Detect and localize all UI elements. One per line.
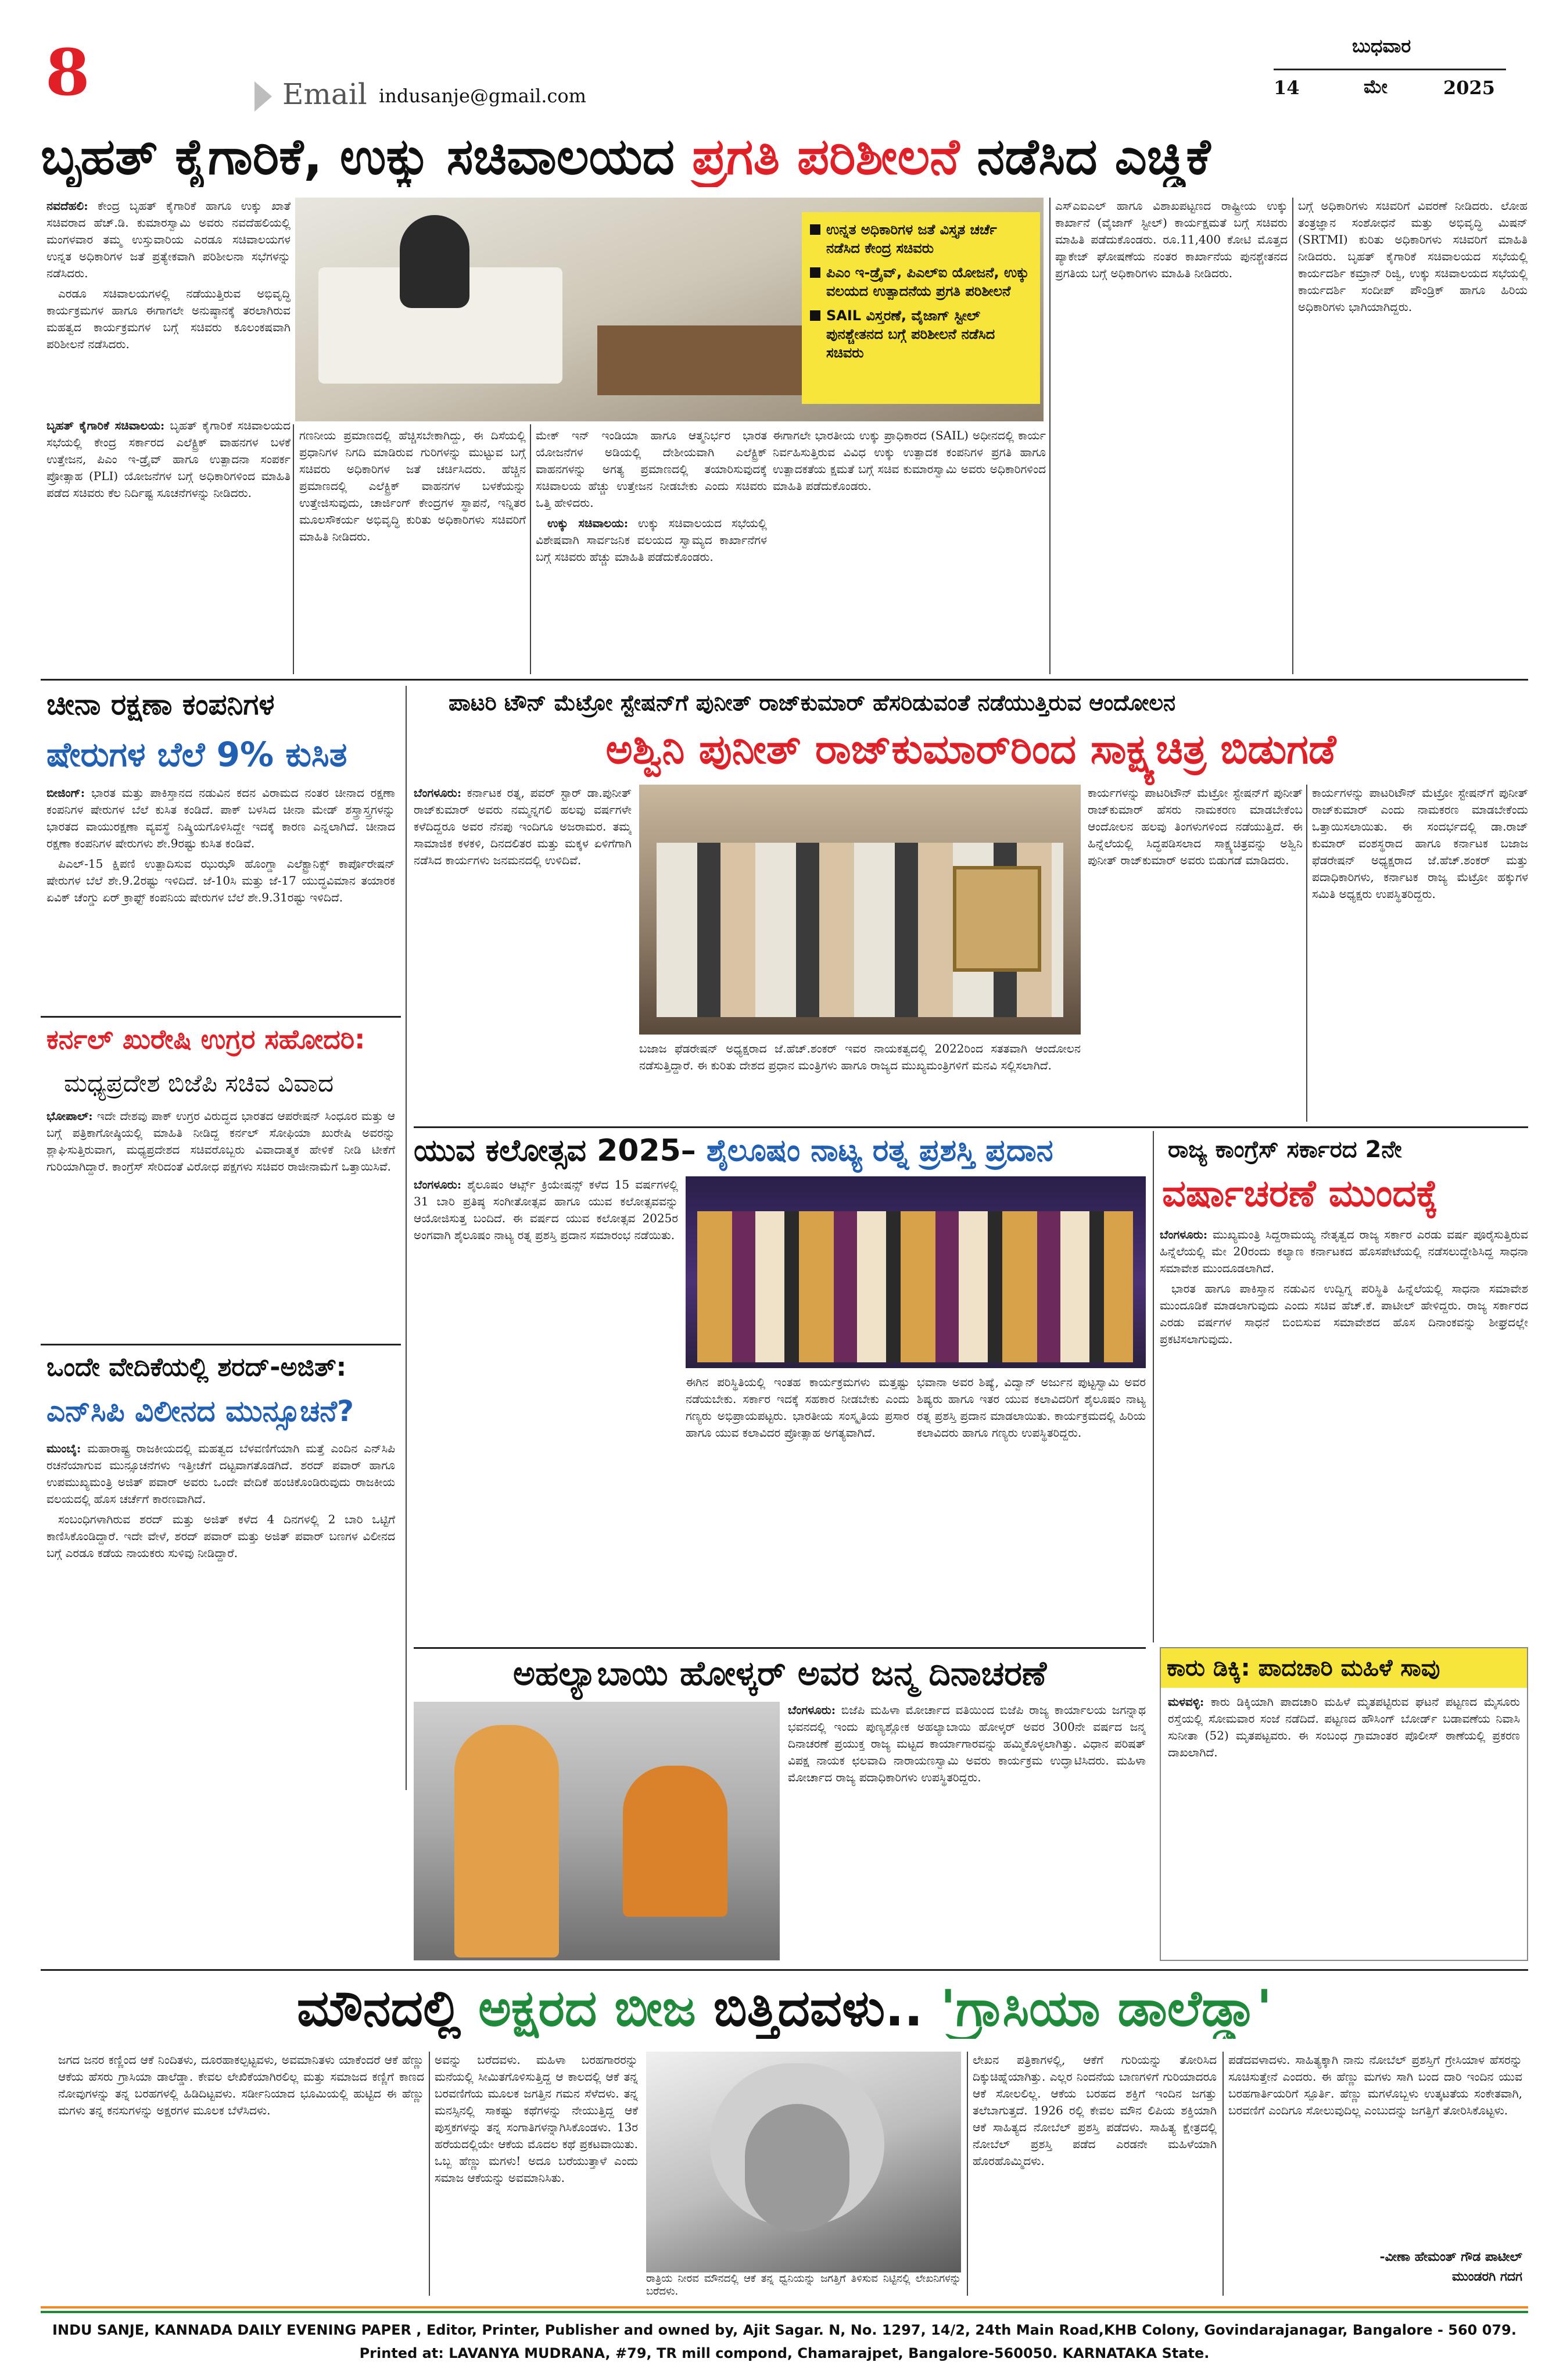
congress-kicker: ರಾಜ್ಯ ಕಾಂಗ್ರೆಸ್ ಸರ್ಕಾರದ 2ನೇ	[1168, 1136, 1402, 1163]
gracia-col3-text: ಲೇಖನ ಪತ್ರಿಕಾಗಳಲ್ಲಿ, ಆಕೆಗೆ ಗುರಿಯನ್ನು ತೋರಿಸಿದ ದಿಕ್ಕುಚಿಹ್ನೆಯಾಗಿತ್ತು. ಎಲ್ಲರ ನಿಂದನೆಯ ಬಾಣಗಳಿಗೆ ಗುರಿಯಾದರೂ ಆಕೆ ಸೋಲಲಿಲ್ಲ. ಆಕೆಯ ಬರಹದ ಶಕ್ತಿಗೆ ಇಂದಿನ ಜಗತ್ತು ತಲೆಬಾಗುತ್ತದೆ. 1926 ರಲ್ಲಿ ಕೇವಲ ಮೌನ ಲಿಪಿಯ ಶಕ್ತಿಯಾಗಿ ಆಕೆ ಸಾಹಿತ್ಯದ ನೋಬೆಲ್ ಪ್ರಶಸ್ತಿ ಪಡೆದಳು. ಸಾಹಿತ್ಯ ಕ್ಷೇತ್ರದಲ್ಲಿ ನೋಬೆಲ್ ಪ್ರಶಸ್ತಿ ಪಡೆದ ಎರಡನೇ ಮಹಿಳೆಯಾಗಿ ಹೊರಹೊಮ್ಮಿದಳು.	[973, 2053, 1217, 2168]
highlight-bullet: ಉನ್ನತ ಅಧಿಕಾರಿಗಳ ಜತೆ ವಿಸ್ತೃತ ಚರ್ಚೆ ನಡೆಸಿದ ಕೇಂದ್ರ ಸಚಿವರು	[810, 220, 1032, 257]
yuva-photo	[686, 1176, 1146, 1368]
dateline: ಬೆಂಗಳೂರು:	[414, 786, 462, 800]
yuva-headline-black: ಯುವ ಕಲೋತ್ಸವ 2025–	[414, 1133, 696, 1168]
yuva-col1-text: ಶೈಲೂಷಂ ಆರ್ಟ್ಸ್ ಕ್ರಿಯೇಷನ್ಸ್ ಕಳೆದ 15 ವರ್ಷಗಳಲ್ಲಿ 31 ಬಾರಿ ಪ್ರತಿಷ್ಠ ಸಂಗೀತೋತ್ಸವ ಹಾಗೂ ಯುವ ಕಲೋತ್ಸವವನ್ನು ಆಯೋಜಿಸುತ್ತ ಬಂದಿದೆ. ಈ ವರ್ಷದ ಯುವ ಕಲೋತ್ಸವ 2025ರ ಅಂಗವಾಗಿ ಶೈಲೂಷಂ ನಾಟ್ಯ ರತ್ನ ಪ್ರಶಸ್ತಿ ಪ್ರದಾನ ಸಮಾರಂಭ ನಡೆಯಿತು.	[414, 1178, 678, 1242]
ahalya-text: ಬಿಜೆಪಿ ಮಹಿಳಾ ಮೋರ್ಚಾದ ವತಿಯಿಂದ ಬಿಜೆಪಿ ರಾಜ್ಯ ಕಾರ್ಯಾಲಯ ಜಗನ್ನಾಥ ಭವನದಲ್ಲಿ ಇಂದು ಪುಣ್ಯಶ್ಲೋಕ ಅಹಲ್ಯಾಬಾಯಿ ಹೋಳ್ಕರ್ ಅವರ 300ನೇ ವರ್ಷದ ಜನ್ಮ ದಿನಾಚರಣೆ ಪ್ರಯುಕ್ತ ರಾಜ್ಯ ಮಟ್ಟದ ಕಾರ್ಯಾಗಾರವನ್ನು ಹಮ್ಮಿಕೊಳ್ಳಲಾಗಿತ್ತು. ವಿಧಾನ ಪರಿಷತ್ ವಿಪಕ್ಷ ನಾಯಕ ಛಲವಾದಿ ನಾರಾಯಣಸ್ವಾಮಿ ಅವರು ಕಾರ್ಯಕ್ರಮ ಉದ್ಘಾಟಿಸಿದರು. ಮಹಿಳಾ ಮೋರ್ಚಾದ ರಾಜ್ಯ ಪದಾಧಿಕಾರಿಗಳು ಉಪಸ್ಥಿತರಿದ್ದರು.	[788, 1703, 1146, 1784]
photo-person	[454, 1725, 559, 1957]
china-body	[46, 785, 395, 1011]
footer-line2: Printed at: LAVANYA MUDRANA, #79, TR mill compond, Chamarajpet, Bangalore-560050. KARNATAKA State.	[359, 2345, 1210, 2361]
weekday: ಬುಧವಾರ	[1352, 35, 1411, 57]
ashwini-col1b	[414, 1040, 632, 1122]
gracia-col4-text: ಪಡೆದವಳಾದಳು. ಸಾಹಿತ್ಯಕ್ಕಾಗಿ ನಾನು ನೋಬೆಲ್ ಪ್ರಶಸ್ತಿಗೆ ಗ್ರೇಸಿಯಾಳ ಹೆಸರನ್ನು ಸೂಚಿಸುತ್ತೇನೆ ಎಂದರು. ಈ ಹೆಣ್ಣು ಮಗಳು ಸಾಗಿ ಬಂದ ದಾರಿ ಇಂದಿನ ಯುವ ಬರಹಗಾರ್ತಿಯರಿಗೆ ಸ್ಪೂರ್ತಿ. ಹೆಣ್ಣು ಮಗಳೊಬ್ಬಳು ಉತ್ಕಟತೆಯ ಸಂಕೇತವಾಗಿ, ಬರವಣಿಗೆ ಎಂದಿಗೂ ಸೋಲುವುದಿಲ್ಲ ಎಂಬುದನ್ನು ಜಗತ್ತಿಗೆ ತೋರಿಸಿಕೊಟ್ಟಳು.	[1228, 2053, 1522, 2117]
ashwini-caption	[639, 1040, 1081, 1122]
email-address: indusanje@gmail.com	[379, 85, 586, 107]
story1-col1-text2: ಎರಡೂ ಸಚಿವಾಲಯಗಳಲ್ಲಿ ನಡೆಯುತ್ತಿರುವ ಅಭಿವೃದ್ಧಿ ಕಾರ್ಯಕ್ರಮಗಳ ಹಾಗೂ ಈಗಾಗಲೇ ಅನುಷ್ಠಾನಕ್ಕೆ ತರಲಾಗಿರುವ ಮಹತ್ವದ ಕಾರ್ಯಕ್ರಮಗಳ ಬಗ್ಗೆ ಸಚಿವರು ಕೂಲಂಕಷವಾಗಿ ಪರಿಶೀಲನೆ ನಡೆಸಿದರು.	[46, 287, 291, 351]
dateline: ಮುಂಬೈ:	[46, 1441, 81, 1455]
gracia-headline	[46, 1978, 1522, 2039]
dateline: ಮಳವಳ್ಳಿ:	[1168, 1695, 1204, 1709]
china-kicker: ಚೀನಾ ರಕ್ಷಣಾ ಕಂಪನಿಗಳ	[46, 688, 275, 721]
dateline: ಬೆಂಗಳೂರು:	[1160, 1227, 1208, 1241]
gracia-col2	[435, 2052, 638, 2296]
date-day: 14	[1274, 77, 1300, 99]
sharad-kicker: ಒಂದೇ ವೇದಿಕೆಯಲ್ಲಿ ಶರದ್-ಅಜಿತ್:	[46, 1352, 347, 1382]
date-month: ಮೇ	[1364, 76, 1388, 98]
page-number: 8	[45, 35, 90, 110]
story1-col4	[773, 427, 1046, 668]
ashwini-headline: ಅಶ್ವಿನಿ ಪುನೀತ್ ರಾಜ್‌ಕುಮಾರ್‌ರಿಂದ ಸಾಕ್ಷ್ಯಚಿತ್ರ ಬಿಡುಗಡೆ	[605, 725, 1336, 773]
story1-highlights-box	[802, 212, 1040, 404]
story1-col3	[536, 427, 767, 668]
gracia-caption	[646, 2272, 961, 2299]
dateline: ಭೋಪಾಲ್:	[46, 1109, 93, 1123]
accident-body	[1161, 1688, 1527, 1961]
yuva-col2	[686, 1374, 909, 1647]
footer-tricolor	[41, 2306, 1528, 2313]
gracia-headline-green2: ಬೀಜ	[614, 1980, 696, 2038]
congress-body	[1160, 1226, 1528, 1633]
highlight-bullet: SAIL ವಿಸ್ತರಣೆ, ವೈಜಾಗ್ ಸ್ಟೀಲ್ ಪುನಶ್ಚೇತನದ ಬಗ್ಗೆ ಪರಿಶೀಲನೆ ನಡೆಸಿದ ಸಚಿವರು	[810, 306, 1032, 362]
accident-headline-bar	[1161, 1648, 1527, 1688]
karnal-headline: ಕರ್ನಲ್ ಖುರೇಷಿ ಉಗ್ರರ ಸಹೋದರಿ:	[46, 1023, 365, 1055]
dateline: ನವದೆಹಲಿ:	[46, 199, 88, 213]
congress-text2: ಭಾರತ ಹಾಗೂ ಪಾಕಿಸ್ತಾನ ನಡುವಿನ ಉದ್ವಿಗ್ನ ಪರಿಸ್ಥಿತಿ ಹಿನ್ನೆಲೆಯಲ್ಲಿ ಸಾಧನಾ ಸಮಾವೇಶ ಮುಂದೂಡಿಕೆ ಮಾಡಲಾಗುವುದು ಎಂದು ಸಚಿವ ಹೆಚ್.ಕೆ. ಪಾಟೀಲ್ ಹೇಳಿದ್ದರು. ರಾಜ್ಯ ಸರ್ಕಾರದ ಎರಡು ವರ್ಷಗಳ ಸಾಧನೆ ಬಿಂಬಿಸುವ ಸಮಾವೇಶದ ಹೊಸ ದಿನಾಂಕವನ್ನು ಶೀಘ್ರದಲ್ಲೇ ಪ್ರಕಟಿಸಲಾಗುವುದು.	[1160, 1282, 1528, 1346]
sharad-body	[46, 1440, 395, 1783]
ashwini-col3	[1312, 785, 1528, 1122]
email-arrow-icon	[254, 81, 272, 112]
ashwini-col3-text: ಕಾರ್ಯಗಳನ್ನು ಪಾಟರಿಟೌನ್ ಮೆಟ್ರೋ ಸ್ಟೇಷನ್‌ಗೆ ಪುನೀತ್ ರಾಜ್‌ಕುಮಾರ್ ಎಂದು ನಾಮಕರಣ ಮಾಡಬೇಕೆಂದು ಒತ್ತಾಯಿಸಲಾಯಿತು. ಈ ಸಂದರ್ಭದಲ್ಲಿ ಡಾ.ರಾಜ್ ಕುಮಾರ್ ವಂಶಸ್ಥರಾದ ಹಾಗೂ ಕರ್ನಾಟಕ ಬಜಾಜ ಫೆಡರೇಷನ್ ಅಧ್ಯಕ್ಷರಾದ ಜೆ.ಹೆಚ್.ಶಂಕರ್ ಮತ್ತು ಪದಾಧಿಕಾರಿಗಳು, ಕರ್ನಾಟಕ ರಾಜ್ಯ ಮೆಟ್ರೋ ಹಕ್ಕುಗಳ ಸಮಿತಿ ಅಧ್ಯಕ್ಷರು ಉಪಸ್ಥಿತರಿದ್ದರು.	[1312, 786, 1528, 901]
gracia-col2-text: ಅವನ್ನು ಬರೆದವಳು. ಮಹಿಳಾ ಬರಹಗಾರರನ್ನು ಮನೆಯಲ್ಲಿ ಸೀಮಿತಗೊಳಿಸುತ್ತಿದ್ದ ಆ ಕಾಲದಲ್ಲಿ ಆಕೆ ತನ್ನ ಬರವಣಿಗೆಯ ಮೂಲಕ ಜಗತ್ತಿನ ಗಮನ ಸೆಳೆದಳು. ತನ್ನ ಮನಸ್ಸಿನಲ್ಲಿ ಸಾಕಷ್ಟು ಕಥೆಗಳನ್ನು ನೇಯುತ್ತಿದ್ದ ಆಕೆ ಪುಸ್ತಕಗಳನ್ನು ತನ್ನ ಸಂಗಾತಿಗಳನ್ನಾಗಿಸಿಕೊಂಡಳು. 13ರ ಹರೆಯದಲ್ಲಿಯೇ ಆಕೆಯ ಮೊದಲ ಕಥೆ ಪ್ರಕಟವಾಯಿತು. ಒಬ್ಬ ಹೆಣ್ಣು ಮಗಳು! ಅದೂ ಬರೆಯುತ್ತಾಳೆ ಎಂದು ಸಮಾಜ ಆಕೆಯನ್ನು ಅವಮಾನಿಸಿತು.	[435, 2053, 638, 2185]
photo-table	[597, 325, 806, 395]
story1-col4-text: ಈಗಾಗಲೇ ಭಾರತೀಯ ಉಕ್ಕು ಪ್ರಾಧಿಕಾರದ (SAIL) ಅಧೀನದಲ್ಲಿ ಕಾರ್ಯ ನಿರ್ವಹಿಸುತ್ತಿರುವ ವಿವಿಧ ಉಕ್ಕು ಉತ್ಪಾದಕ ಕಂಪನಿಗಳ ಪ್ರಗತಿ ಹಾಗೂ ಉತ್ಪಾದಕತೆಯ ಕ್ಷಮತೆ ಬಗ್ಗೆ ಸಚಿವ ಕುಮಾರಸ್ವಾಮಿ ಅವರು ಅಧಿಕಾರಿಗಳಿಂದ ಮಾಹಿತಿ ಪಡೆದುಕೊಂಡರು.	[773, 428, 1046, 493]
story1-col5	[1055, 198, 1288, 668]
sharad-text: ಮಹಾರಾಷ್ಟ್ರ ರಾಜಕೀಯದಲ್ಲಿ ಮಹತ್ವದ ಬೆಳವಣಿಗೆಯಾಗಿ ಮತ್ತೆ ಎಂದಿನ ಎನ್‌ಸಿಪಿ ರಚನೆಯಾಗುವ ಮುನ್ಸೂಚನೆಗಳು ಇತ್ತೀಚೆಗೆ ದಟ್ಟವಾಗತೊಡಗಿದೆ. ಶರದ್ ಪವಾರ್ ಹಾಗೂ ಉಪಮುಖ್ಯಮಂತ್ರಿ ಅಜಿತ್ ಪವಾರ್ ಅವರು ಒಂದೇ ವೇದಿಕೆ ಹಂಚಿಕೊಂಡಿರುವುದು ರಾಜಕೀಯ ವಲಯದಲ್ಲಿ ಹೊಸ ಚರ್ಚೆಗೆ ಕಾರಣವಾಗಿದೆ.	[46, 1441, 395, 1506]
story1-headline-part2: ನಡೆಸಿದ ಎಚ್ಡಿಕೆ	[977, 128, 1211, 186]
date-rule	[1274, 69, 1506, 70]
story1-col5-text: ಎಸ್ಎಐಎಲ್ ಹಾಗೂ ವಿಶಾಖಪಟ್ಟಣದ ರಾಷ್ಟ್ರೀಯ ಉಕ್ಕು ಕಾರ್ಖಾನೆ (ವೈಜಾಗ್ ಸ್ಟೀಲ್) ಕಾರ್ಯಕ್ಷಮತೆ ಬಗ್ಗೆ ಸಚಿವರು ಮಾಹಿತಿ ಪಡೆದುಕೊಂಡರು. ರೂ.11,400 ಕೋಟಿ ಮೊತ್ತದ ಪ್ಯಾಕೇಜ್ ಘೋಷಣೆಯ ನಂತರ ಕಾರ್ಖಾನೆಯ ಪುನಶ್ಚೇತನದ ಪ್ರಗತಿಯ ಬಗ್ಗೆ ಅಧಿಕಾರಿಗಳು ಮಾಹಿತಿ ನೀಡಿದರು.	[1055, 199, 1288, 280]
photo-stage-people	[697, 1211, 1133, 1362]
sharad-text2: ಸಂಬಂಧಿಗಳಾಗಿರುವ ಶರದ್ ಮತ್ತು ಅಜಿತ್ ಕಳೆದ 4 ದಿನಗಳಲ್ಲಿ 2 ಬಾರಿ ಒಟ್ಟಿಗೆ ಕಾಣಿಸಿಕೊಂಡಿದ್ದಾರೆ. ಇದೇ ವೇಳೆ, ಶರದ್ ಪವಾರ್ ಮತ್ತು ಅಜಿತ್ ಪವಾರ್ ಬಣಗಳ ವಿಲೀನದ ಬಗ್ಗೆ ಎರಡೂ ಕಡೆಯ ನಾಯಕರು ಸುಳಿವು ನೀಡಿದ್ದಾರೆ.	[46, 1512, 395, 1560]
gracia-headline-black2: ಬಿತ್ತಿದವಳು..	[713, 1980, 923, 2038]
subhead: ಬೃಹತ್ ಕೈಗಾರಿಕೆ ಸಚಿವಾಲಯ:	[46, 418, 165, 432]
ashwini-caption-text: ಬಜಾಜ ಫೆಡರೇಷನ್ ಅಧ್ಯಕ್ಷರಾದ ಜೆ.ಹೆಚ್.ಶಂಕರ್ ಇವರ ನಾಯಕತ್ವದಲ್ಲಿ 2022ರಿಂದ ಸತತವಾಗಿ ಆಂದೋಲನ ನಡೆಸುತ್ತಿದ್ದಾರೆ. ಈ ಕುರಿತು ದೇಶದ ಪ್ರಧಾನ ಮಂತ್ರಿಗಳು ಹಾಗೂ ರಾಜ್ಯದ ಮುಖ್ಯಮಂತ್ರಿಗಳಿಗೆ ಮನವಿ ಸಲ್ಲಿಸಲಾಗಿದೆ.	[639, 1042, 1081, 1072]
story1-col3-text: ಮೇಕ್ ಇನ್ ಇಂಡಿಯಾ ಹಾಗೂ ಆತ್ಮನಿರ್ಭರ ಭಾರತ ಯೋಜನೆಗಳ ಅಡಿಯಲ್ಲಿ ದೇಶೀಯವಾಗಿ ಎಲೆಕ್ಟ್ರಿಕ್ ವಾಹನಗಳನ್ನು ಅಗತ್ಯ ಪ್ರಮಾಣದಲ್ಲಿ ತಯಾರಿಸುವುದಕ್ಕೆ ಸಚಿವಾಲಯ ಹೆಚ್ಚು ಉತ್ತೇಜನ ನೀಡಬೇಕು ಎಂದು ಸಚಿವರು ಒತ್ತಿ ಹೇಳಿದರು.	[536, 428, 767, 510]
photo-person-1	[400, 215, 469, 308]
karnal-body	[46, 1108, 395, 1340]
dateline: ಬೀಜಿಂಗ್:	[46, 786, 85, 800]
ahalya-body	[788, 1702, 1146, 1957]
footer-line1: INDU SANJE, KANNADA DAILY EVENING PAPER , Editor, Printer, Publisher and owned by, Ajit Sagar. N, No. 1297, 14/2, 24th Main Road,KHB Colony, Govindarajanagar, Bangalore - 560 079.	[52, 2322, 1516, 2338]
gracia-col4	[1228, 2052, 1522, 2243]
gracia-headline-black1: ಮೌನದಲ್ಲಿ	[296, 1980, 461, 2038]
ashwini-col1-text: ಕರ್ನಾಟಕ ರತ್ನ, ಪವರ್ ಸ್ಟಾರ್ ಡಾ.ಪುನೀತ್ ರಾಜ್‌ಕುಮಾರ್ ಅವರು ನಮ್ಮನ್ನಗಲಿ ಹಲವು ವರ್ಷಗಳೇ ಕಳೆದಿದ್ದರೂ ಅವರ ನೆನಪು ಇಂದಿಗೂ ಅಜರಾಮರ. ತಮ್ಮ ಸಾಮಾಜಿಕ ಕಳಕಳಿ, ದಿನದಲಿತರ ಮತ್ತು ಮಕ್ಕಳ ಏಳಿಗೆಗಾಗಿ ನಡೆಸಿದ ಕಾರ್ಯಗಳು ಜನಮನದಲ್ಲಿ ಉಳಿದಿವೆ.	[414, 786, 632, 867]
ashwini-col2	[1088, 785, 1303, 1122]
gracia-headline-green3: 'ಗ್ರಾಸಿಯಾ ಡಾಲೆಡ್ಡಾ'	[940, 1980, 1272, 2038]
china-text2: ಪಿಎಲ್-15 ಕ್ಷಿಪಣಿ ಉತ್ಪಾದಿಸುವ ಝುಝೌ ಹೊಂಗ್ಡಾ ಎಲೆಕ್ಟ್ರಾನಿಕ್ಸ್ ಕಾರ್ಪೊರೇಷನ್ ಷೇರುಗಳ ಬೆಲೆ ಶೇ.9.2ರಷ್ಟು ಇಳಿದಿದೆ. ಜೆ-10ಸಿ ಮತ್ತು ಜೆ-17 ಯುದ್ಧವಿಮಾನ ತಯಾರಕ ಏವಿಕ್ ಚೆಂಗ್ಡು ಏರ್ ಕ್ರಾಫ್ಟ್ ಕಂಪನಿಯ ಷೇರುಗಳ ಬೆಲೆ ಶೇ.9.31ರಷ್ಟು ಇಳಿದಿದೆ.	[46, 857, 395, 904]
yuva-headline	[414, 1131, 1146, 1171]
gracia-col1-text: ಜಗದ ಜನರ ಕಣ್ಣಿಂದ ಆಕೆ ನಿಂದಿತಳು, ದೂರಹಾಕಲ್ಪಟ್ಟವಳು, ಅವಮಾನಿತಳು ಯಾಕೆಂದರೆ ಆಕೆ ಹೆಣ್ಣು ಆಕೆಯ ಹೆಸರು ಗ್ರಾಸಿಯಾ ಡಾಲೆಡ್ಡಾ. ಕೇವಲ ಲೇಖಿಕೆಯಾಗಿರಲಿಲ್ಲ ಮತ್ತು ಸಮಾಜದ ಕಣ್ಣಿಗೆ ಕಾಣದ ನೋವುಗಳನ್ನು ತನ್ನ ಬರಹಗಳಲ್ಲಿ ಹಿಡಿದಿಟ್ಟವಳು. ಸರ್ಡೀನಿಯಾದ ಭೂಮಿಯಲ್ಲಿ ಹುಟ್ಟಿದ ಈ ಹೆಣ್ಣು ಮಗಳು ತನ್ನ ಕನಸುಗಳನ್ನು ಅಕ್ಷರಗಳ ಮೂಲಕ ಬೆಳೆಸಿದಳು.	[58, 2053, 424, 2117]
gracia-col3	[973, 2052, 1217, 2296]
accident-box	[1160, 1647, 1528, 1961]
congress-text: ಮುಖ್ಯಮಂತ್ರಿ ಸಿದ್ದರಾಮಯ್ಯ ನೇತೃತ್ವದ ರಾಜ್ಯ ಸರ್ಕಾರ ಎರಡು ವರ್ಷ ಪೂರೈಸುತ್ತಿರುವ ಹಿನ್ನೆಲೆಯಲ್ಲಿ ಮೇ 20ರಂದು ಕಲ್ಯಾಣ ಕರ್ನಾಟಕದ ಹೊಸಪೇಟೆಯಲ್ಲಿ ನಡೆಸಲುದ್ದೇಶಿಸಿದ್ದ ಸಾಧನಾ ಸಮಾವೇಶ ಮುಂದೂಡಲಾಗಿದೆ.	[1160, 1227, 1528, 1275]
story1-col6	[1298, 198, 1528, 668]
ahalya-photo	[414, 1702, 780, 1960]
portrait-face	[745, 2104, 849, 2232]
dateline: ಬೆಂಗಳೂರು:	[788, 1703, 836, 1717]
yuva-col3-text: ಭವಾನಾ ಅವರ ಶಿಷ್ಯೆ, ವಿದ್ವಾನ್ ಅರ್ಜುನ ಪುಟ್ಟಸ್ವಾಮಿ ಅವರ ಶಿಷ್ಯರು ಹಾಗೂ ಇತರ ಯುವ ಕಲಾವಿದರಿಗೆ ಶೈಲೂಷಂ ನಾಟ್ಯ ರತ್ನ ಪ್ರಶಸ್ತಿ ಪ್ರದಾನ ಮಾಡಲಾಯಿತು. ಕಾರ್ಯಕ್ರಮದಲ್ಲಿ ಹಿರಿಯ ಕಲಾವಿದರು ಹಾಗೂ ಗಣ್ಯರು ಉಪಸ್ಥಿತರಿದ್ದರು.	[917, 1375, 1146, 1440]
gracia-headline-green1: ಅಕ್ಷರದ	[478, 1980, 597, 2038]
story1-headline-part1: ಬೃಹತ್ ಕೈಗಾರಿಕೆ, ಉಕ್ಕು ಸಚಿವಾಲಯದ	[41, 128, 675, 186]
sharad-headline: ಎನ್‌ಸಿಪಿ ವಿಲೀನದ ಮುನ್ಸೂಚನೆ?	[46, 1394, 354, 1428]
china-text: ಭಾರತ ಮತ್ತು ಪಾಕಿಸ್ತಾನದ ನಡುವಿನ ಕದನ ವಿರಾಮದ ನಂತರ ಚೀನಾದ ರಕ್ಷಣಾ ಕಂಪನಿಗಳ ಷೇರುಗಳ ಬೆಲೆ ಕುಸಿತ ಕಂಡಿದೆ. ಪಾಕ್ ಬಳಸಿದ ಚೀನಾ ಮೇಡ್ ಶಸ್ತ್ರಾಸ್ತ್ರಗಳನ್ನು ಭಾರತದ ವಾಯುರಕ್ಷಣಾ ವ್ಯವಸ್ಥೆ ನಿಷ್ಕ್ರಿಯಗೊಳಿಸಿದ್ದೇ ಇದಕ್ಕೆ ಕಾರಣ ಎನ್ನಲಾಗಿದೆ. ಚೀನಾದ ರಕ್ಷಣಾ ಕಂಪನಿಗಳ ಷೇರುಗಳು ಶೇ.9ರಷ್ಟು ಕುಸಿತ ಕಂಡಿವೆ.	[46, 786, 395, 850]
subhead: ಉಕ್ಕು ಸಚಿವಾಲಯ:	[547, 516, 629, 530]
ashwini-kicker-box	[414, 686, 1528, 721]
ahalya-headline: ಅಹಲ್ಯಾಬಾಯಿ ಹೋಳ್ಕರ್ ಅವರ ಜನ್ಮ ದಿನಾಚರಣೆ	[512, 1654, 1047, 1693]
yuva-headline-blue: ಶೈಲೂಷಂ ನಾಟ್ಯ ರತ್ನ ಪ್ರಶಸ್ತಿ ಪ್ರದಾನ	[706, 1133, 1053, 1168]
story1-headline-red: ಪ್ರಗತಿ ಪರಿಶೀಲನೆ	[692, 128, 960, 186]
highlight-bullet: ಪಿಎಂ ಇ-ಡ್ರೈವ್, ಪಿಎಲ್ಐ ಯೋಜನೆ, ಉಕ್ಕು ವಲಯದ ಉತ್ಪಾದನೆಯ ಪ್ರಗತಿ ಪರಿಶೀಲನೆ	[810, 263, 1032, 300]
yuva-col1b	[414, 1444, 678, 1647]
story1-col6-text: ಬಗ್ಗೆ ಅಧಿಕಾರಿಗಳು ಸಚಿವರಿಗೆ ವಿವರಣೆ ನೀಡಿದರು. ಲೋಹ ತಂತ್ರಜ್ಞಾನ ಸಂಶೋಧನೆ ಮತ್ತು ಅಭಿವೃದ್ಧಿ ಮಿಷನ್ (SRTMI) ಕುರಿತು ಅಧಿಕಾರಿಗಳು ಸಚಿವರಿಗೆ ಮಾಹಿತಿ ನೀಡಿದರು. ಬೃಹತ್ ಕೈಗಾರಿಕೆ ಸಚಿವಾಲಯದ ಸಭೆಯಲ್ಲಿ ಕಾರ್ಯದರ್ಶಿ ಕಮ್ರಾನ್ ರಿಜ್ವಿ, ಉಕ್ಕು ಸಚಿವಾಲಯದ ಸಭೆಯಲ್ಲಿ ಕಾರ್ಯದರ್ಶಿ ಸಂದೀಪ್ ಪೌಂಡ್ರಿಕ್ ಹಾಗೂ ಹಿರಿಯ ಅಧಿಕಾರಿಗಳು ಭಾಗಿಯಾಗಿದ್ದರು.	[1298, 199, 1528, 314]
accident-text: ಕಾರು ಡಿಕ್ಕಿಯಾಗಿ ಪಾದಚಾರಿ ಮಹಿಳೆ ಮೃತಪಟ್ಟಿರುವ ಘಟನೆ ಪಟ್ಟಣದ ಮೈಸೂರು ರಸ್ತೆಯಲ್ಲಿ ಸೋಮವಾರ ಸಂಜೆ ನಡೆದಿದೆ. ಪಟ್ಟಣದ ಹೌಸಿಂಗ್ ಬೋರ್ಡ್ ಬಡಾವಣೆಯ ನಿವಾಸಿ ಸುನೀತಾ (52) ಮೃತಪಟ್ಟವರು. ಈ ಸಂಬಂಧ ಗ್ರಾಮಾಂತರ ಪೊಲೀಸ್ ಠಾಣೆಯಲ್ಲಿ ಪ್ರಕರಣ ದಾಖಲಾಗಿದೆ.	[1168, 1695, 1520, 1759]
story1-headline	[41, 127, 1528, 187]
yuva-col3	[917, 1374, 1146, 1647]
story1-col1	[46, 198, 291, 413]
yuva-col2-text: ಈಗಿನ ಪರಿಸ್ಥಿತಿಯಲ್ಲಿ ಇಂತಹ ಕಾರ್ಯಕ್ರಮಗಳು ಮತ್ತಷ್ಟು ನಡೆಯಬೇಕು. ಸರ್ಕಾರ ಇದಕ್ಕೆ ಸಹಕಾರ ನೀಡಬೇಕು ಎಂದು ಗಣ್ಯರು ಅಭಿಪ್ರಾಯಪಟ್ಟರು. ಭಾರತೀಯ ಸಂಸ್ಕೃತಿಯ ಪ್ರಸಾರ ಹಾಗೂ ಯುವ ಕಲಾವಿದರ ಪ್ರೋತ್ಸಾಹ ಅಗತ್ಯವಾಗಿದೆ.	[686, 1375, 909, 1440]
date-year: 2025	[1443, 77, 1496, 99]
accident-headline: ಕಾರು ಡಿಕ್ಕಿ: ಪಾದಚಾರಿ ಮಹಿಳೆ ಸಾವು	[1167, 1655, 1440, 1681]
story1-col3-text2: ಉಕ್ಕು ಸಚಿವಾಲಯದ ಸಭೆಯಲ್ಲಿ ವಿಶೇಷವಾಗಿ ಸಾರ್ವಜನಿಕ ವಲಯದ ಸ್ವಾಮ್ಯದ ಕಾರ್ಖಾನೆಗಳ ಬಗ್ಗೆ ಸಚಿವರು ಹೆಚ್ಚು ಮಾಹಿತಿ ಪಡೆದುಕೊಂಡರು.	[536, 516, 767, 564]
china-headline: ಷೇರುಗಳ ಬೆಲೆ 9% ಕುಸಿತ	[46, 735, 347, 774]
email-label: Email	[282, 77, 367, 111]
story1-col1-text3: ಬೃಹತ್ ಕೈಗಾರಿಕೆ ಸಚಿವಾಲಯದ ಸಭೆಯಲ್ಲಿ ಕೇಂದ್ರ ಸರ್ಕಾರದ ಎಲೆಕ್ಟ್ರಿಕ್ ವಾಹನಗಳ ಬಳಕೆ ಉತ್ತೇಜನ, ಪಿಎಂ ಇ-ಡ್ರೈವ್ ಹಾಗೂ ಉತ್ಪಾದನಾ ಸಂಪರ್ಕ ಪ್ರೋತ್ಸಾಹ (PLI) ಯೋಜನೆಗಳ ಬಗ್ಗೆ ಅಧಿಕಾರಿಗಳಿಂದ ಮಾಹಿತಿ ಪಡೆದ ಸಚಿವರು ಕೆಲ ನಿರ್ದಿಷ್ಟ ಸೂಚನೆಗಳನ್ನು ನೀಡಿದರು.	[46, 418, 291, 500]
story1-col2	[299, 427, 526, 668]
story1-col2-text: ಗಣನೀಯ ಪ್ರಮಾಣದಲ್ಲಿ ಹೆಚ್ಚಿಸಬೇಕಾಗಿದ್ದು, ಈ ದಿಸೆಯಲ್ಲಿ ಪ್ರಧಾನಿಗಳ ನಿಗದಿ ಮಾಡಿರುವ ಗುರಿಗಳನ್ನು ಮುಟ್ಟುವ ಬಗ್ಗೆ ಸಚಿವರು ಅಧಿಕಾರಿಗಳ ಜತೆ ಚರ್ಚಿಸಿದರು. ಹೆಚ್ಚಿನ ಪ್ರಮಾಣದಲ್ಲಿ ಎಲೆಕ್ಟ್ರಿಕ್ ವಾಹನಗಳ ಬಳಕೆಯನ್ನು ಉತ್ತೇಜಿಸುವುದು, ಚಾರ್ಜಿಂಗ್ ಕೇಂದ್ರಗಳ ಸ್ಥಾಪನೆ, ಇನ್ನಿತರ ಮೂಲಸೌಕರ್ಯ ಅಭಿವೃದ್ಧಿ ಕುರಿತು ಅಧಿಕಾರಿಗಳು ಸಚಿವರಿಗೆ ಮಾಹಿತಿ ನೀಡಿದರು.	[299, 428, 526, 543]
karnal-subhead: ಮಧ್ಯಪ್ರದೇಶ ಬಿಜೆಪಿ ಸಚಿವ ವಿವಾದ	[64, 1069, 334, 1097]
date-block	[1274, 35, 1506, 110]
photo-portrait	[623, 1766, 727, 1917]
gracia-byline-place: ಮುಂಡರಗಿ ಗದಗ	[1451, 2269, 1522, 2284]
gracia-caption-text: ರಾತ್ರಿಯ ನೀರವ ಮೌನದಲ್ಲಿ ಆಕೆ ತನ್ನ ಧ್ವನಿಯನ್ನು ಜಗತ್ತಿಗೆ ತಿಳಿಸುವ ನಿಟ್ಟಿನಲ್ಲಿ ಲೇಖನಿಗಳನ್ನು ಬರೆದಳು.	[646, 2272, 961, 2297]
story1-col1-text: ಕೇಂದ್ರ ಬೃಹತ್ ಕೈಗಾರಿಕೆ ಹಾಗೂ ಉಕ್ಕು ಖಾತೆ ಸಚಿವರಾದ ಹೆಚ್.ಡಿ. ಕುಮಾರಸ್ವಾಮಿ ಅವರು ನವದೆಹಲಿಯಲ್ಲಿ ಮಂಗಳವಾರ ತಮ್ಮ ಉಸ್ತುವಾರಿಯ ಎರಡೂ ಸಚಿವಾಲಯಗಳ ಉನ್ನತ ಅಧಿಕಾರಿಗಳ ಜತೆ ಪ್ರತ್ಯೇಕವಾಗಿ ಪರಿಶೀಲನಾ ಸಭೆಗಳನ್ನು ನಡೆಸಿದರು.	[46, 199, 291, 280]
gracia-portrait	[646, 2052, 961, 2272]
dateline: ಬೆಂಗಳೂರು:	[414, 1178, 462, 1191]
congress-headline: ವರ್ಷಾಚರಣೆ ಮುಂದಕ್ಕೆ	[1162, 1172, 1439, 1215]
photo-frame	[953, 866, 1041, 972]
ashwini-photo	[639, 785, 1081, 1035]
story1-col1b	[46, 417, 291, 668]
gracia-byline: -ವೀಣಾ ಹೇಮಂತ್ ಗೌಡ ಪಾಟೀಲ್	[1379, 2249, 1522, 2264]
gracia-col1	[58, 2052, 424, 2296]
karnal-text: ಇದೇ ದೇಶವು ಪಾಕ್ ಉಗ್ರರ ವಿರುದ್ಧದ ಭಾರತದ ಆಪರೇಷನ್ ಸಿಂಧೂರ ಮತ್ತು ಆ ಬಗ್ಗೆ ಪತ್ರಿಕಾಗೋಷ್ಠಿಯಲ್ಲಿ ಮಾಹಿತಿ ನೀಡಿದ್ದ ಕರ್ನಲ್ ಸೋಫಿಯಾ ಖುರೇಷಿ ಅವರನ್ನು ಶ್ಲಾಘಿಸುತ್ತಿರುವಾಗ, ಮಧ್ಯಪ್ರದೇಶದ ಸಚಿವರೊಬ್ಬರು ವಿವಾದಾತ್ಮಕ ಹೇಳಿಕೆ ನೀಡಿ ಟೀಕೆಗೆ ಗುರಿಯಾಗಿದ್ದಾರೆ. ಕಾಂಗ್ರೆಸ್ ಸೇರಿದಂತೆ ವಿರೋಧ ಪಕ್ಷಗಳು ಸಚಿವರ ರಾಜೀನಾಮೆಗೆ ಒತ್ತಾಯಿಸಿವೆ.	[46, 1109, 395, 1173]
ashwini-kicker: ಪಾಟರಿ ಟೌನ್ ಮೆಟ್ರೋ ಸ್ಟೇಷನ್‌ಗೆ ಪುನೀತ್ ರಾಜ್‌ಕುಮಾರ್ ಹೆಸರಿಡುವಂತೆ ನಡೆಯುತ್ತಿರುವ ಆಂದೋಲನ	[449, 690, 1176, 715]
ashwini-col1	[414, 785, 632, 1040]
ashwini-col2-text: ಕಾರ್ಯಗಳನ್ನು ಪಾಟರಿಟೌನ್ ಮೆಟ್ರೋ ಸ್ಟೇಷನ್‌ಗೆ ಪುನೀತ್ ರಾಜ್‌ಕುಮಾರ್ ಹೆಸರು ನಾಮಕರಣ ಮಾಡಬೇಕೆಂಬ ಆಂದೋಲನ ಹಲವು ತಿಂಗಳುಗಳಿಂದ ನಡೆಯುತ್ತಿದೆ. ಈ ಹಿನ್ನೆಲೆಯಲ್ಲಿ ಸಿದ್ಧಪಡಿಸಲಾದ ಸಾಕ್ಷ್ಯಚಿತ್ರವನ್ನು ಅಶ್ವಿನಿ ಪುನೀತ್ ರಾಜ್‌ಕುಮಾರ್ ಅವರು ಬಿಡುಗಡೆ ಮಾಡಿದರು.	[1088, 786, 1303, 867]
yuva-col1	[414, 1176, 678, 1444]
